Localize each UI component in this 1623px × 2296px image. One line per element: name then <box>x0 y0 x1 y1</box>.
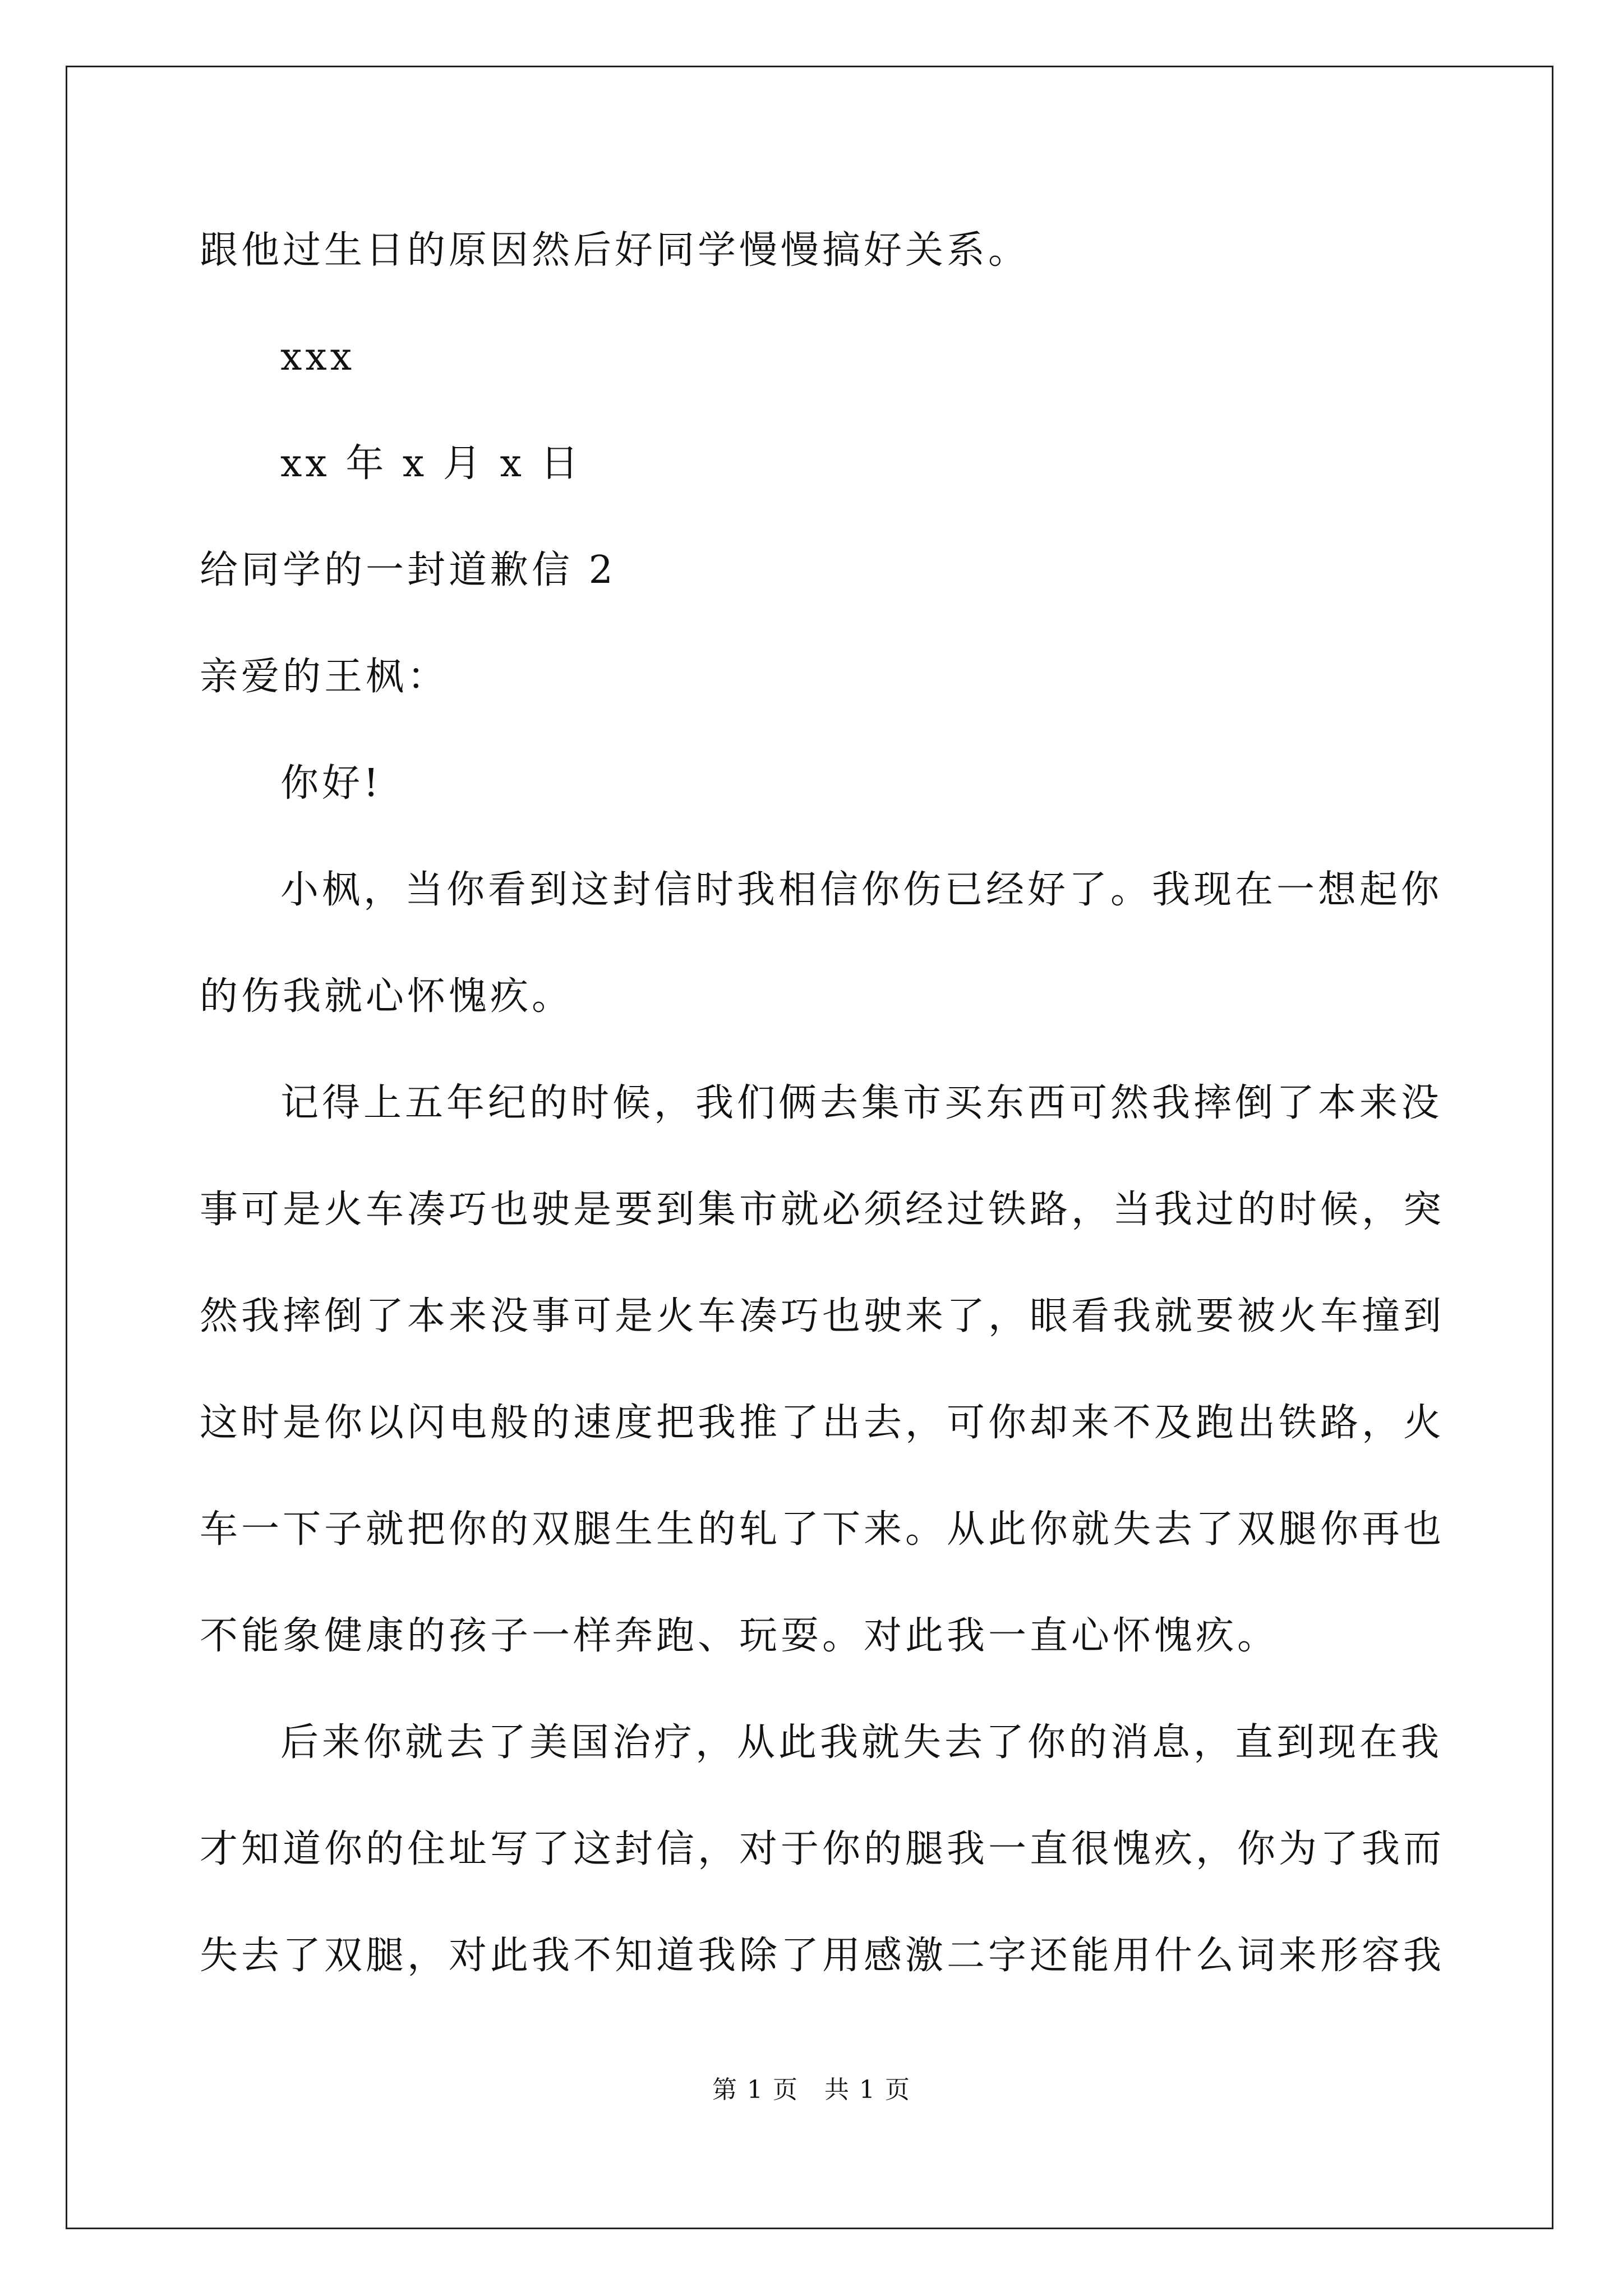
paragraph-line: 然我摔倒了本来没事可是火车凑巧也驶来了，眼看我就要被火车撞到 <box>200 1294 1445 1338</box>
signature-name: xxx <box>280 335 356 379</box>
letter-title: 给同学的一封道歉信 2 <box>200 548 616 592</box>
paragraph-line: 失去了双腿，对此我不知道我除了用感激二字还能用什么词来形容我 <box>200 1934 1445 1978</box>
paragraph-line: 小枫，当你看到这封信时我相信你伤已经好了。我现在一想起你 <box>280 868 1443 912</box>
paragraph-line: 记得上五年纪的时候，我们俩去集市买东西可然我摔倒了本来没 <box>280 1081 1443 1125</box>
paragraph-line: 才知道你的住址写了这封信，对于你的腿我一直很愧疚，你为了我而 <box>200 1827 1445 1871</box>
paragraph-line: 车一下子就把你的双腿生生的轧了下来。从此你就失去了双腿你再也 <box>200 1507 1445 1552</box>
paragraph-line: 这时是你以闪电般的速度把我推了出去，可你却来不及跑出铁路，火 <box>200 1401 1445 1445</box>
greeting: 你好! <box>280 761 382 806</box>
page-footer: 第 1 页 共 1 页 <box>712 2076 911 2104</box>
paragraph-line: 的伤我就心怀愧疚。 <box>200 974 574 1019</box>
paragraph-line: 不能象健康的孩子一样奔跑、玩耍。对此我一直心怀愧疚。 <box>200 1614 1279 1658</box>
signature-date: xx 年 x 月 x 日 <box>280 441 582 486</box>
text-line: 跟他过生日的原因然后好同学慢慢搞好关系。 <box>200 228 1030 273</box>
salutation: 亲爱的王枫： <box>200 655 449 699</box>
paragraph-line: 事可是火车凑巧也驶是要到集市就必须经过铁路，当我过的时候，突 <box>200 1188 1445 1232</box>
paragraph-line: 后来你就去了美国治疗，从此我就失去了你的消息，直到现在我 <box>280 1720 1443 1765</box>
page-frame <box>66 66 1553 2229</box>
